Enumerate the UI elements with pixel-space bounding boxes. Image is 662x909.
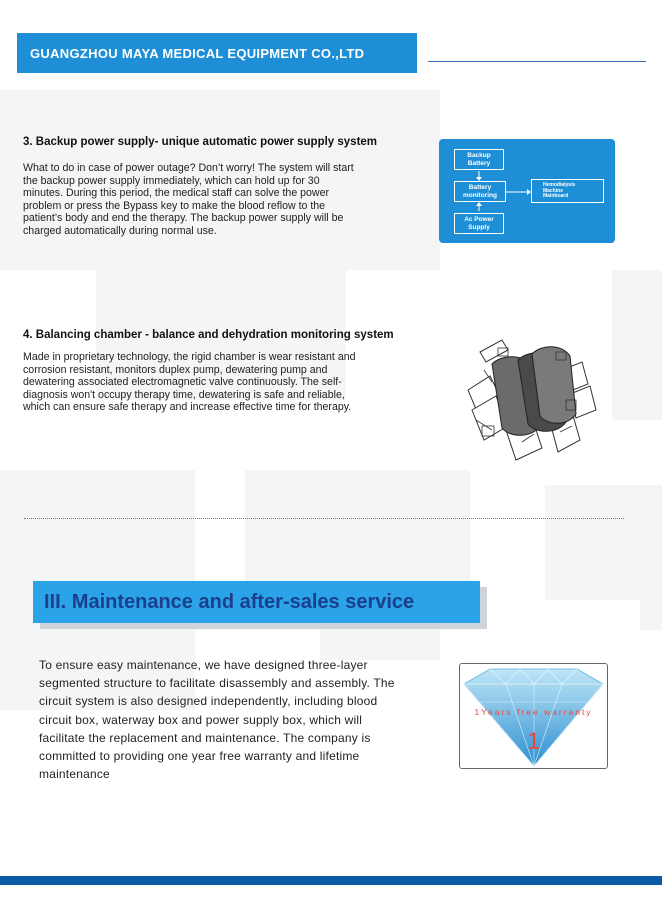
warranty-badge	[459, 663, 608, 769]
diagram-label: Battery	[468, 184, 492, 191]
backup-line: the backup power supply immediately, which can hold up for 30	[23, 174, 320, 187]
backup-line: charged automatically during normal use.	[23, 224, 217, 237]
balancing-description	[23, 351, 443, 414]
maintenance-line: committed to providing one year free warranty and lifetime	[39, 749, 360, 764]
header-divider	[428, 61, 646, 62]
maintenance-line: maintenance	[39, 767, 110, 782]
power-supply-diagram	[439, 139, 615, 243]
maintenance-title: III. Maintenance and after-sales service	[44, 591, 415, 613]
balancing-line: Made in proprietary technology, the rigid chamber is wear resistant and	[23, 351, 356, 363]
backup-line: What to do in case of power outage? Don’t worry! The system will start	[23, 162, 354, 174]
mainboard-box	[531, 179, 604, 203]
maintenance-line: facilitate the replacement and maintenance. The company is	[39, 730, 371, 745]
warranty-number: 1	[526, 728, 541, 755]
maintenance-description	[39, 656, 439, 783]
backup-line: problem or press the Bypass key to make the blood reflow to the	[23, 199, 326, 212]
backup-section-title: 3. Backup power supply- unique automatic power supply system	[23, 136, 378, 148]
backup-battery-box	[454, 149, 504, 170]
diagram-label: Hemodialysis	[543, 182, 576, 188]
backup-description	[23, 162, 433, 238]
maintenance-line: circuit system is also designed independently, including blood	[39, 694, 378, 709]
diagram-label: monitoring	[463, 192, 497, 199]
section-divider	[24, 518, 624, 519]
balancing-line: dewatering associated electromagnetic valve continuously. The self-	[23, 376, 342, 389]
diagram-label: Supply	[468, 224, 490, 231]
backup-line: patient’s body and end the therapy. The backup power supply will be	[23, 212, 344, 225]
ac-power-supply-box	[454, 213, 504, 234]
company-name: GUANGZHOU MAYA MEDICAL EQUIPMENT CO.,LTD	[30, 46, 365, 61]
balancing-line: diagnosis won't occupy therapy time, dewatering is safe and reliable,	[23, 388, 345, 401]
diagram-label: Mainboard	[543, 193, 569, 199]
warranty-text: 1Years free warranty	[474, 707, 593, 717]
maintenance-line: segmented structure to facilitate disassembly and assembly. The	[39, 676, 395, 691]
footer-bar	[0, 876, 662, 885]
diagram-label: Ac Power	[464, 216, 494, 223]
balancing-chamber-illustration	[462, 330, 600, 465]
diagram-label: Backup	[467, 152, 491, 159]
backup-line: minutes. During this period, the medical staff can solve the power	[23, 187, 330, 200]
balancing-section-title: 4. Balancing chamber - balance and dehydration monitoring system	[23, 329, 394, 341]
maintenance-banner	[33, 581, 480, 623]
maintenance-line: circuit box, waterway box and power supply box, which will	[39, 712, 363, 727]
balancing-line: corrosion resistant, monitors duplex pump, dewatering pump and	[23, 363, 328, 376]
background-block	[612, 270, 662, 420]
diagram-label: Machine	[543, 187, 564, 194]
maintenance-line: To ensure easy maintenance, we have designed three-layer	[39, 658, 368, 672]
diagram-label: Battery	[467, 160, 491, 167]
background-block	[640, 570, 662, 630]
company-header	[17, 33, 417, 73]
balancing-line: which can ensure safe therapy and increase effective time for therapy.	[23, 401, 352, 414]
battery-monitoring-box	[454, 181, 506, 202]
